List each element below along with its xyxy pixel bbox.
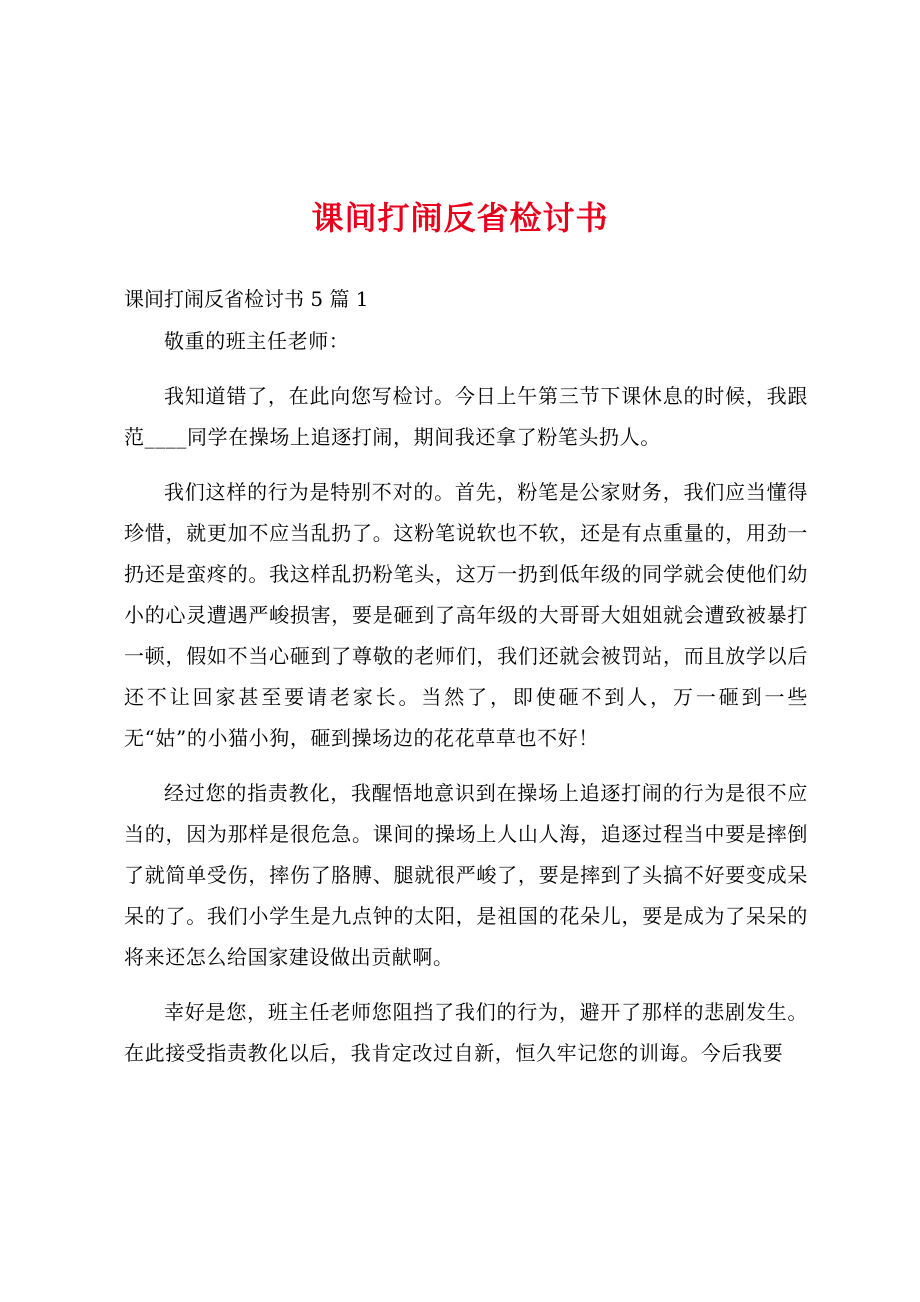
paragraph: 经过您的指责教化，我醒悟地意识到在操场上追逐打闹的行为是很不应当的，因为那样是很危急。课间的操场上人山人海，追逐过程当中要是摔倒了就简单受伤，摔伤了胳膊、腿就很严峻了，要是摔到了头搞不好要变成呆呆的了。我们小学生是九点钟的太阳，是祖国的花朵儿，要是成为了呆呆的将来还怎么给国家建设做出贡献啊。 (124, 781, 808, 969)
paragraph-salutation: 敬重的班主任老师： (164, 329, 350, 353)
document-body (124, 321, 808, 1088)
document-subtitle: 课间打闹反省检讨书 5 篇 1 (124, 287, 369, 311)
paragraph: 我们这样的行为是特别不对的。首先，粉笔是公家财务，我们应当懂得珍惜，就更加不应当乱扔了。这粉笔说软也不软，还是有点重量的，用劲一扔还是蛮疼的。我这样乱扔粉笔头，这万一扔到低年级的同学就会使他们幼小的心灵遭遇严峻损害，要是砸到了高年级的大哥哥大姐姐就会遭致被暴打一顿，假如不当心砸到了尊敬的老师们，我们还就会被罚站，而且放学以后还不让回家甚至要请老家长。当然了，即使砸不到人，万一砸到一些无“姑”的小猫小狗，砸到操场边的花花草草也不好！ (124, 480, 808, 750)
document-title: 课间打闹反省检讨书 (311, 199, 609, 237)
paragraph: 我知道错了，在此向您写检讨。今日上午第三节下课休息的时候，我跟范____同学在操场上追逐打闹，期间我还拿了粉笔头扔人。 (124, 384, 808, 449)
paragraph: 幸好是您，班主任老师您阻挡了我们的行为，避开了那样的悲剧发生。在此接受指责教化以后，我肯定改过自新，恒久牢记您的训诲。今后我要 (124, 1000, 808, 1065)
